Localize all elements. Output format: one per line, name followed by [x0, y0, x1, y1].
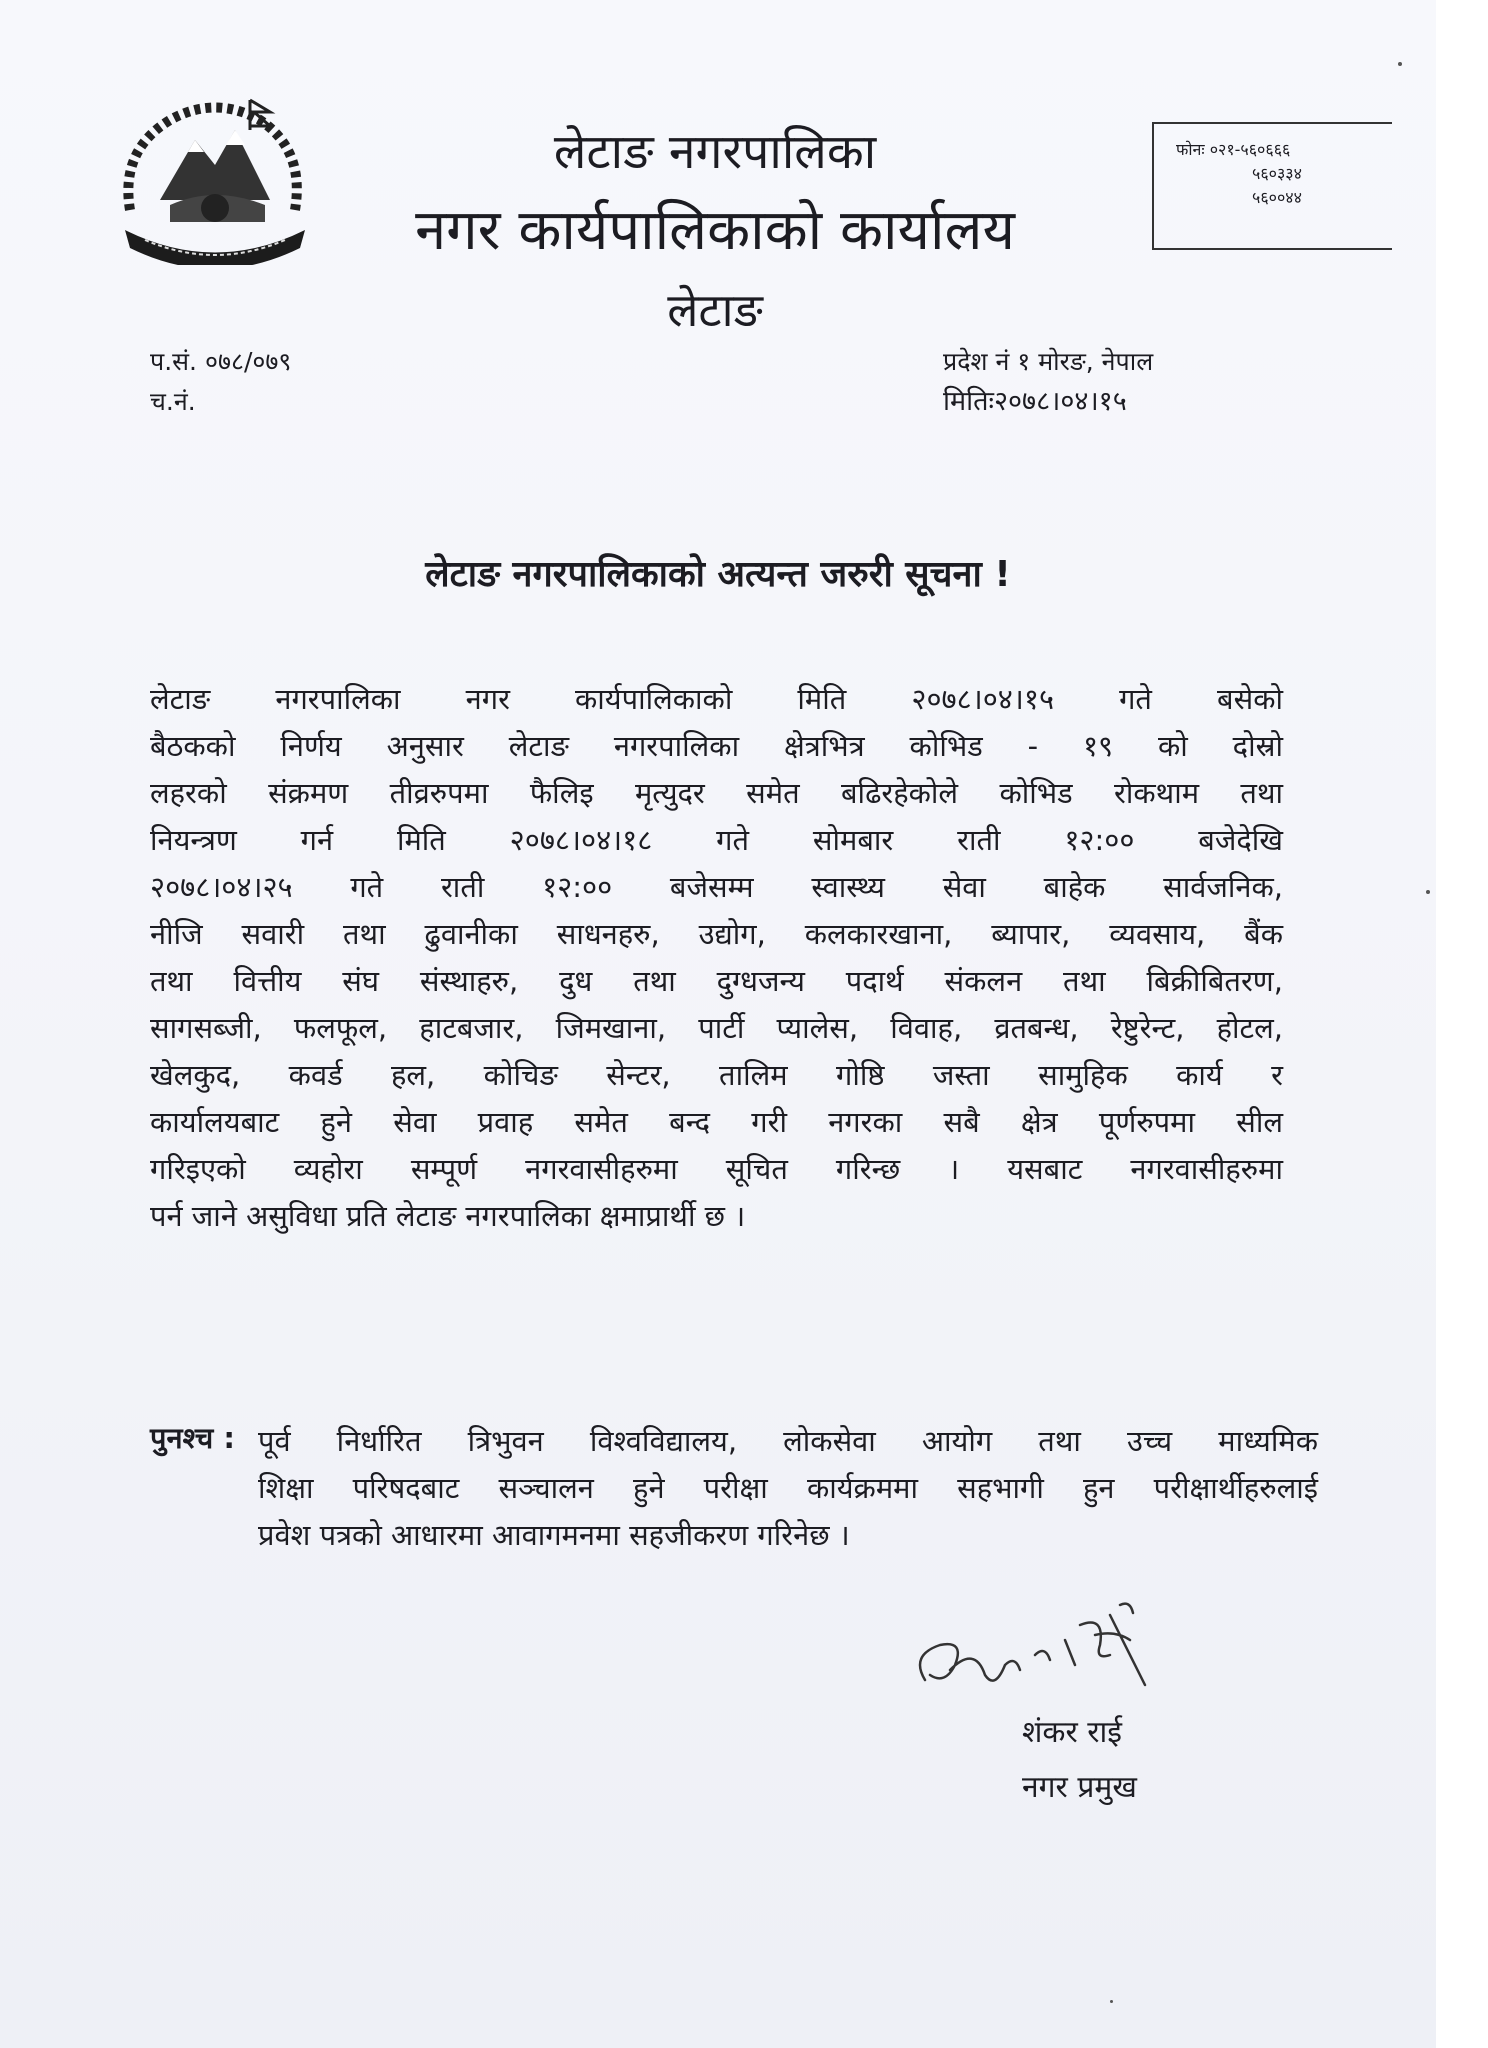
body-line: गरिइएको व्यहोरा सम्पूर्ण नगरवासीहरुमा सूचित गरिन्छ । यसबाट नगरवासीहरुमा: [150, 1152, 1283, 1186]
letter-date: मितिः२०७८।०४।१५: [943, 386, 1127, 417]
body-line: नीजि सवारी तथा ढुवानीका साधनहरु, उद्योग, कलकारखाना, ब्यापार, व्यवसाय, बैंक: [150, 917, 1283, 951]
postscript-body: [258, 1418, 1318, 1559]
paper-speck: [1398, 62, 1402, 66]
scan-margin: [1436, 0, 1488, 2048]
postscript-label: पुनश्च :: [150, 1421, 236, 1455]
office-name: नगर कार्यपालिकाको कार्यालय: [415, 198, 1015, 263]
signatory-designation: नगर प्रमुख: [1022, 1770, 1137, 1805]
body-line: लहरको संक्रमण तीव्ररुपमा फैलिइ मृत्युदर समेत बढिरहेकोले कोभिड रोकथाम तथा: [150, 776, 1283, 810]
notice-body: [150, 676, 1283, 1240]
body-line: खेलकुद, कवर्ड हल, कोचिङ सेन्टर, तालिम गोष्ठि जस्ता सामुहिक कार्य र: [150, 1058, 1283, 1092]
body-line: सागसब्जी, फलफूल, हाटबजार, जिमखाना, पार्टी प्यालेस, विवाह, व्रतबन्ध, रेष्टुरेन्ट, होटल,: [150, 1011, 1283, 1045]
body-line: बैठकको निर्णय अनुसार लेटाङ नगरपालिका क्षेत्रभित्र कोभिड - १९ को दोस्रो: [150, 729, 1283, 763]
phone-number: ५६०३३४: [1252, 164, 1302, 183]
body-line: लेटाङ नगरपालिका नगर कार्यपालिकाको मिति २०७८।०४।१५ गते बसेको: [150, 682, 1283, 716]
postscript-line: प्रवेश पत्रको आधारमा आवागमनमा सहजीकरण गरिनेछ ।: [258, 1518, 850, 1552]
phone-number: ०२१-५६०६६६: [1209, 140, 1291, 159]
signatory-name: शंकर राई: [1022, 1715, 1123, 1750]
phone-number: ५६००४४: [1252, 188, 1302, 207]
phone-label: फोनः: [1176, 140, 1205, 159]
paper-speck: [1110, 2000, 1113, 2003]
body-line: २०७८।०४।२५ गते राती १२:०० बजेसम्म स्वास्थ्य सेवा बाहेक सार्वजनिक,: [150, 870, 1283, 904]
paper-speck: [1426, 890, 1430, 894]
body-line: नियन्त्रण गर्न मिति २०७८।०४।१८ गते सोमबार राती १२:०० बजेदेखि: [150, 823, 1283, 857]
postscript-line: पूर्व निर्धारित त्रिभुवन विश्वविद्यालय, लोकसेवा आयोग तथा उच्च माध्यमिक: [258, 1424, 1318, 1458]
postscript-line: शिक्षा परिषदबाट सञ्चालन हुने परीक्षा कार्यक्रममा सहभागी हुन परीक्षार्थीहरुलाई: [258, 1471, 1318, 1505]
nepal-emblem-icon: [100, 90, 330, 265]
body-line: तथा वित्तीय संघ संस्थाहरु, दुध तथा दुग्धजन्य पदार्थ संकलन तथा बिक्रीबितरण,: [150, 964, 1283, 998]
office-place: लेटाङ: [667, 283, 763, 337]
signature-icon: [905, 1585, 1205, 1705]
phone-box: [1152, 122, 1392, 250]
municipality-name: लेटाङ नगरपालिका: [553, 124, 877, 180]
reference-number: प.सं. ०७८/०७९: [150, 347, 292, 376]
office-address: प्रदेश नं १ मोरङ, नेपाल: [943, 347, 1154, 376]
dispatch-number: च.नं.: [150, 387, 196, 416]
body-line: कार्यालयबाट हुने सेवा प्रवाह समेत बन्द गरी नगरका सबै क्षेत्र पूर्णरुपमा सील: [150, 1105, 1283, 1139]
notice-title: लेटाङ नगरपालिकाको अत्यन्त जरुरी सूचना !: [425, 554, 1011, 595]
body-line: पर्न जाने असुविधा प्रति लेटाङ नगरपालिका क्षमाप्रार्थी छ ।: [150, 1199, 746, 1233]
